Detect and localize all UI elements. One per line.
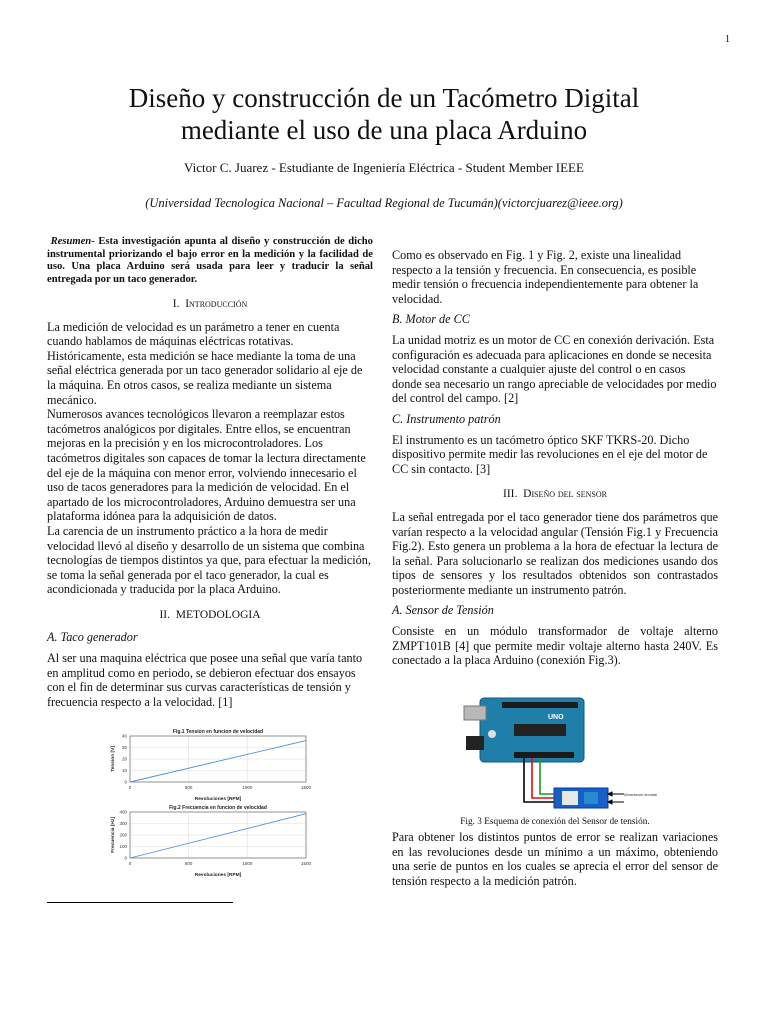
series-line — [130, 741, 306, 782]
instrumento-paragraph: El instrumento es un tacómetro óptico SKF TKRS-20. Dicho dispositivo permite medir las revoluciones en el eje del motor de CC sin contacto. [3] — [392, 432, 708, 476]
x-axis-label: Revoluciones [RPM] — [194, 873, 242, 878]
subsection-heading-instrumento: C. Instrumento patrón — [392, 411, 501, 426]
figure-3-caption: Fig. 3 Esquema de conexión del Sensor de tensión. — [460, 817, 650, 827]
subsection-heading-taco: A. Taco generador — [47, 630, 138, 645]
y-tick-label: 0 — [124, 855, 127, 861]
ac-input-arrows — [608, 792, 624, 804]
section-title: Introducción — [185, 298, 248, 310]
x-tick-label: 1500 — [300, 785, 312, 790]
section-title: Diseño del sensor — [523, 488, 607, 501]
figure-1-2-charts — [104, 727, 318, 879]
title-line-1: Diseño y construcción de un Tacómetro Digital — [128, 83, 640, 113]
arduino-board — [464, 698, 584, 762]
x-tick-label: 1000 — [242, 861, 253, 866]
chart-title: Fig.2 Frecuencia en funcion de velocidad — [169, 805, 267, 811]
x-tick-label: 0 — [128, 861, 132, 866]
x-tick-label: 1000 — [242, 785, 253, 790]
intro-paragraph-2: Numerosos avances tecnológicos llevaron a reemplazar estos tacómetros analógicos por digitales. Entre ellos, se encuentran mejoras en la precisión y en los microcontroladores. Los tacómetros digitales son capaces de tomar la lectura directamente del eje de la máquina con menor error, volviendo innecesario el uso de tacos generadores para la medición de velocidad. En el apartado de los microcontroladores, Arduino demuestra ser una plataforma idónea para la adquisición de datos. — [47, 407, 366, 524]
affiliation: (Universidad Tecnologica Nacional – Facultad Regional de Tucumán)(victorcjuarez@ieee.org) — [145, 196, 623, 210]
board-label: UNO — [548, 714, 564, 721]
y-axis-label: Tension [V] — [111, 746, 116, 772]
intro-paragraph-3: La carencia de un instrumento práctico a la hora de medir velocidad llevó al diseño y desarrollo de un sistema que combina tecnologías de tiempos distintos ya que, para efectuar la medición, se toma la señal generada por el taco generador, la cual es acondicionada y traducida por la placa Arduino. — [47, 523, 371, 597]
section-heading-diseno — [392, 487, 718, 502]
x-axis-label: Revoluciones [RPM] — [194, 797, 242, 802]
page-number: 1 — [725, 34, 730, 45]
charts-svg — [104, 727, 318, 879]
y-tick-label: 40 — [121, 733, 127, 739]
y-tick-label: 400 — [119, 809, 127, 815]
series-line — [130, 814, 306, 858]
taco-paragraph: Al ser una maquina eléctrica que posee una señal que varía tanto en amplitud como en periodo, se debieron efectuar dos ensayos con el fin de determinar sus curvas características de tensión y frecuencia respecto a la velocidad. [1] — [47, 651, 363, 709]
title-line-2: mediante el uso de una placa Arduino — [180, 115, 588, 145]
section-number: III. — [503, 488, 518, 501]
wires — [524, 758, 554, 802]
y-tick-label: 100 — [119, 844, 127, 850]
y-axis-label: Frecuencia [Hz] — [111, 817, 116, 853]
subsection-heading-tension: A. Sensor de Tensión — [392, 603, 494, 618]
sensor-paragraph: La señal entregada por el taco generador tiene dos parámetros que varían respecto a la velocidad angular (Tensión Fig.1 y Frecuencia Fig.2). Esto genera un problema a la hora de efectuar la lectura de la señal. Para solucionarlo se realizan dos mediciones usando dos tipos de sensores y los resultados obtenidos son contrastados posteriormente mediante un instrumento patrón. — [392, 509, 718, 597]
y-tick-label: 10 — [121, 768, 127, 774]
section-heading-metodologia — [47, 608, 373, 623]
y-tick-label: 0 — [124, 779, 127, 785]
abstract — [47, 236, 373, 286]
fig-linearity-paragraph: Como es observado en Fig. 1 y Fig. 2, existe una linealidad respecto a la tensión y frecuencia. En consecuencia, es posible medir tensión o frecuencia independientemente para obtener la velocidad. — [392, 248, 699, 306]
y-tick-label: 30 — [121, 745, 127, 751]
tension-paragraph: Consiste en un módulo transformador de voltaje alterno ZMPT101B [4] que permite medir voltaje alterno hasta 240V. Es conectado a la placa Arduino (conexión Fig.3). — [392, 624, 718, 668]
right-column — [392, 248, 718, 668]
x-tick-label: 500 — [184, 785, 193, 790]
x-tick-label: 0 — [128, 785, 132, 790]
x-tick-label: 500 — [184, 861, 193, 866]
abstract-keyword: Resumen- — [50, 236, 95, 247]
ac-input-label: Alimentación senoidal — [624, 793, 657, 797]
chart-title: Fig.1 Tension en funcion de velocidad — [172, 729, 264, 735]
paper-title — [40, 82, 728, 146]
error-points-paragraph — [392, 830, 718, 888]
figure-3-diagram — [462, 694, 657, 812]
left-column — [47, 236, 373, 709]
section-heading-introduccion — [47, 297, 373, 312]
y-tick-label: 20 — [121, 756, 127, 762]
arduino-connection-svg — [462, 694, 657, 812]
authors: Victor C. Juarez - Estudiante de Ingeniería Eléctrica - Student Member IEEE — [184, 160, 584, 175]
abstract-text: Esta investigación apunta al diseño y construcción de dicho instrumental priorizando el bajo error en la medición y la facilidad de uso. Una placa Arduino será usada para leer y traducir la señal entregada por un taco generador. — [47, 236, 373, 285]
y-tick-label: 300 — [119, 821, 127, 827]
zmpt101b-module — [554, 788, 608, 808]
section-number: I. — [172, 298, 180, 310]
y-tick-label: 200 — [119, 832, 127, 838]
section-number: II. — [159, 608, 171, 621]
intro-paragraph-1: La medición de velocidad es un parámetro a tener en cuenta cuando hablamos de máquinas eléctricas rotativas. Históricamente, esta medición se hace mediante la toma de una señal eléctrica generada por un taco generador solidario al eje de la máquina. En otros casos, se realiza mediante un sistema mecánico. — [47, 319, 363, 407]
final-paragraph: Para obtener los distintos puntos de error se realizan variaciones en las revoluciones desde un mínimo a un máximo, obteniendo una serie de puntos en los cuales se aprecia el error del sensor de tensión respecto a la medición patrón. — [392, 830, 718, 888]
footnote-rule — [47, 902, 233, 903]
subsection-heading-motor: B. Motor de CC — [392, 312, 470, 327]
section-title: METODOLOGIA — [175, 608, 261, 621]
motor-paragraph: La unidad motriz es un motor de CC en conexión derivación. Esta configuración es adecuada para aplicaciones en donde se necesita velocidad constante a cualquier ajuste del control o en casos donde sea necesario un rango apreciable de velocidades por medio del control del campo. [2] — [392, 332, 717, 406]
x-tick-label: 1500 — [300, 861, 312, 866]
